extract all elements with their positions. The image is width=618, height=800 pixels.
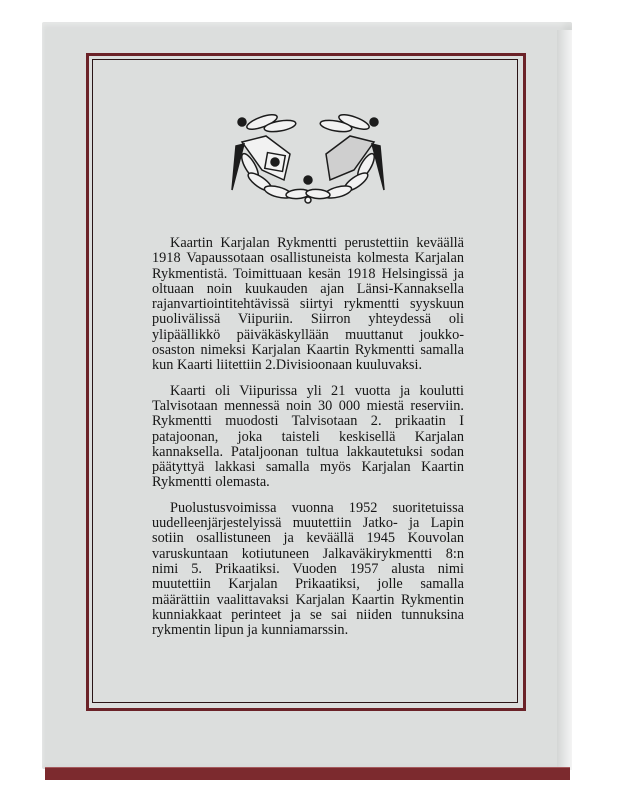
blurb-paragraph-2: Kaarti oli Viipurissa yli 21 vuotta ja koulutti Talvisotaan mennessä noin 30 000 miestä reserviin. Rykmentti muodosti Talvisotaan 2. prikaatin I patajoonan, joka taisteli keskisellä Karjalan kannaksella. Pataljoonan tultua lakkautetuksi sodan päätyttyä lakkasi samalla myös Karjalan Kaartin Rykmentti olemasta. <box>152 382 464 491</box>
cover-blurb <box>152 236 464 648</box>
blurb-paragraph-1: Kaartin Karjalan Rykmentti perustettiin keväällä 1918 Vapaussotaan osallistuneista kolmesta Karjalan Rykmentistä. Toimittuaan kesän 1918 Helsingissä ja oltuaan noin kuukauden ajan Länsi-Kannaksella rajanvartiointitehtävissä siirtyi rykmentti syyskuun puolivälissä Viipuriin. Siirron yhteydessä oli ylipäällikkö päiväkäskyllään muuttanut joukko-osaston nimeksi Karjalan Kaartin Rykmentti samalla kun Kaarti liitettiin 2.Divisioonaan kuuluvaksi. <box>152 235 464 374</box>
regiment-insignia-icon <box>222 108 394 204</box>
book-cloth-binding <box>45 767 570 780</box>
blurb-paragraph-3: Puolustusvoimissa vuonna 1952 suoritetuissa uudelleenjärjestelyissä muutettiin Jatko- ja Lapin sotiin osallistuneen ja keväällä 1945 Kouvolan varuskuntaan kotiutuneen Jalkaväkirykmentti 8:n nimi 5. Prikaatiksi. Vuoden 1957 alusta nimi muutettiin Karjalan Prikaatiksi, jolle samalla määrättiin vaalittavaksi Karjalan Kaartin Rykmentin kunniakkaat perinteet ja se sai niiden tunnuksina rykmentin lipun ja kunniamarssin. <box>152 499 464 639</box>
book-edge <box>557 30 572 770</box>
